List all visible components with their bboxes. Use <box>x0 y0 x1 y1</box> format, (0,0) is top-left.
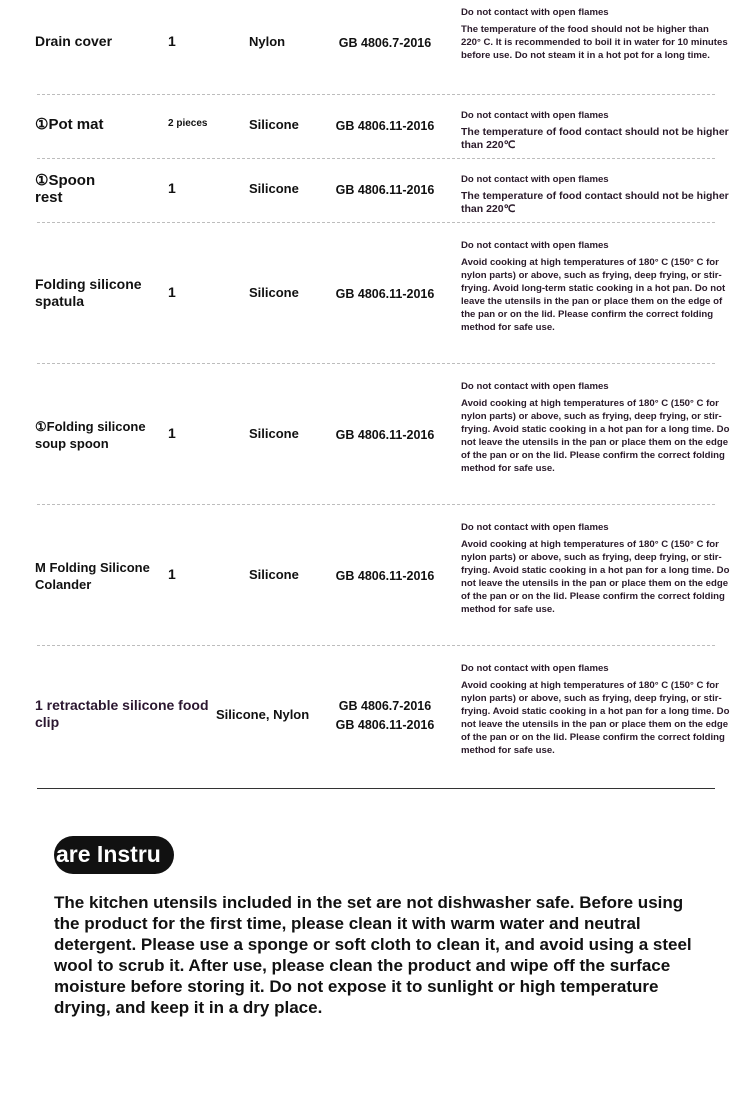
item-standard <box>335 117 435 136</box>
item-quantity: 1 <box>168 566 176 582</box>
item-standard <box>335 181 435 200</box>
note-heading: Do not contact with open flames <box>461 174 609 185</box>
usage-note <box>461 109 731 152</box>
item-name: ①Spoon rest <box>35 172 96 206</box>
standard-code: GB 4806.11-2016 <box>335 569 435 583</box>
item-name: Folding silicone spatula <box>35 276 142 309</box>
usage-note <box>461 239 731 334</box>
table-bottom-border <box>37 788 715 789</box>
care-heading-text: are Instru <box>56 841 161 867</box>
standard-code: GB 4806.11-2016 <box>335 183 435 197</box>
row-divider <box>37 645 715 646</box>
row-divider <box>37 363 715 364</box>
usage-note <box>461 6 731 62</box>
standard-code: GB 4806.7-2016 <box>338 36 432 50</box>
item-material: Silicone <box>249 285 299 300</box>
note-body: Avoid cooking at high temperatures of 180° C (150° C for nylon parts) or above, such as frying, deep frying, or stir-frying. Avoid static cooking in a hot pan for a long time. Do not leave the utensils in the pan or place them on the edge of the pan or on the lid. Please confirm the correct folding method for safe use. <box>461 680 730 756</box>
usage-note <box>461 173 731 216</box>
note-heading: Do not contact with open flames <box>461 7 609 18</box>
item-material: Nylon <box>249 34 286 49</box>
note-heading: Do not contact with open flames <box>461 110 609 121</box>
item-standard <box>335 34 435 53</box>
standard-code: GB 4806.11-2016 <box>335 119 435 133</box>
row-divider <box>37 94 715 95</box>
standard-code: GB 4806.11-2016 <box>335 287 435 301</box>
note-body: Avoid cooking at high temperatures of 180° C (150° C for nylon parts) or above, such as frying, deep frying, or stir-frying. Avoid static cooking in a hot pan for a long time. Do not leave the utensils in the pan or place them on the edge of the pan or on the lid. Please confirm the correct folding method for safe use. <box>461 539 730 615</box>
care-instructions-body: The kitchen utensils included in the set are not dishwasher safe. Before using the product for the first time, please clean it with warm water and neutral detergent. Please use a sponge or soft cloth to clean it, and avoid using a steel wool to scrub it. After use, please clean the product and wipe off the surface moisture before storing it. Do not expose it to sunlight or high temperature drying, and keep it in a dry place. <box>54 893 692 1017</box>
item-quantity: 1 <box>168 425 176 441</box>
usage-note <box>461 380 731 475</box>
item-name: M Folding Silicone Colander <box>35 560 150 592</box>
item-standard <box>335 426 435 445</box>
item-name: ①Folding silicone soup spoon <box>35 419 146 451</box>
item-material: Silicone, Nylon <box>216 707 310 722</box>
note-body: The temperature of food contact should not be higher than 220℃ <box>461 126 729 151</box>
note-heading: Do not contact with open flames <box>461 381 609 392</box>
note-body: The temperature of food contact should not be higher than 220℃ <box>461 190 729 215</box>
care-instructions-heading <box>54 836 174 874</box>
note-heading: Do not contact with open flames <box>461 663 609 674</box>
row-divider <box>37 222 715 223</box>
note-body: Avoid cooking at high temperatures of 180° C (150° C for nylon parts) or above, such as frying, deep frying, or stir-frying. Avoid static cooking in a hot pan for a long time. Do not leave the utensils in the pan or place them on the edge of the pan or on the lid. Please confirm the correct folding method for safe use. <box>461 398 730 474</box>
item-name: Drain cover <box>35 33 113 49</box>
item-quantity: 1 <box>168 180 176 196</box>
item-material: Silicone <box>249 181 299 196</box>
item-standard <box>335 567 435 586</box>
note-body: The temperature of the food should not be higher than 220° C. It is recommended to boil it in water for 10 minutes before use. Do not steam it in a hot pot for a long time. <box>461 24 728 61</box>
standard-code: GB 4806.11-2016 <box>335 428 435 442</box>
item-name: 1 retractable silicone food clip <box>35 697 209 730</box>
note-heading: Do not contact with open flames <box>461 522 609 533</box>
item-standard <box>335 285 435 304</box>
row-divider <box>37 158 715 159</box>
item-material: Silicone <box>249 426 299 441</box>
item-quantity: 2 pieces <box>168 118 208 129</box>
item-standard <box>335 697 435 735</box>
usage-note <box>461 662 731 757</box>
standard-code: GB 4806.11-2016 <box>335 718 435 732</box>
item-material: Silicone <box>249 567 299 582</box>
item-quantity: 1 <box>168 284 176 300</box>
item-material: Silicone <box>249 117 299 132</box>
usage-note <box>461 521 731 616</box>
note-heading: Do not contact with open flames <box>461 240 609 251</box>
note-body: Avoid cooking at high temperatures of 180° C (150° C for nylon parts) or above, such as frying, deep frying, or stir-frying. Avoid long-term static cooking in a hot pan. Do not leave the utensils in the pan or place them on the edge of the pan or on the lid. Please confirm the correct folding method for safe use. <box>461 257 726 333</box>
row-divider <box>37 504 715 505</box>
item-name: ①Pot mat <box>35 116 104 133</box>
item-quantity: 1 <box>168 33 176 49</box>
standard-code: GB 4806.7-2016 <box>338 699 432 713</box>
